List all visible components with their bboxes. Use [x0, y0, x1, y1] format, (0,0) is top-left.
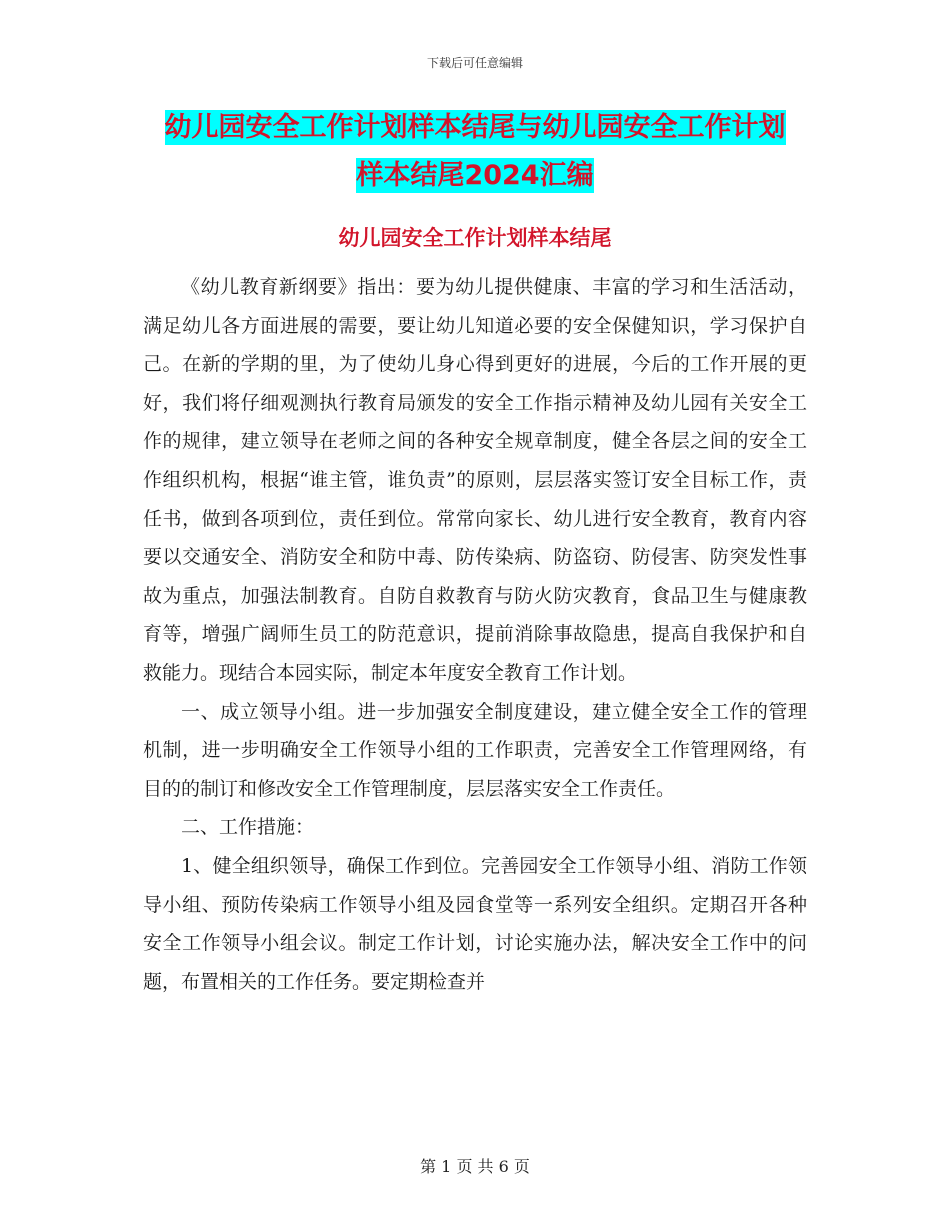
paragraph-measure-1: 1、健全组织领导，确保工作到位。完善园安全工作领导小组、消防工作领导小组、预防传染病工作领导小组及园食堂等一系列安全组织。定期召开各种安全工作领导小组会议。制定工作计划，讨论实施办法，解决安全工作中的问题，布置相关的工作任务。要定期检查并 — [143, 854, 807, 993]
section-title: 幼儿园安全工作计划样本结尾 — [338, 226, 612, 250]
title-line-1: 幼儿园安全工作计划样本结尾与幼儿园安全工作计划 — [164, 112, 786, 143]
body-text — [143, 268, 807, 1001]
header-note: 下载后可任意编辑 — [426, 56, 523, 70]
page-footer: 第 1 页 共 6 页 — [420, 1157, 530, 1176]
paragraph-intro: 《幼儿教育新纲要》指出：要为幼儿提供健康、丰富的学习和生活活动，满足幼儿各方面进展的需要，要让幼儿知道必要的安全保健知识，学习保护自己。在新的学期的里，为了使幼儿身心得到更好的进展，今后的工作开展的更好，我们将仔细观测执行教育局颁发的安全工作指示精神及幼儿园有关安全工作的规律，建立领导在老师之间的各种安全规章制度，健全各层之间的安全工作组织机构，根据“谁主管，谁负责”的原则，层层落实签订安全目标工作，责任书，做到各项到位，责任到位。常常向家长、幼儿进行安全教育，教育内容要以交通安全、消防安全和防中毒、防传染病、防盗窃、防侵害、防突发性事故为重点，加强法制教育。自防自救教育与防火防灾教育，食品卫生与健康教育等，增强广阔师生员工的防范意识，提前消除事故隐患，提高自我保护和自救能力。现结合本园实际，制定本年度安全教育工作计划。 — [143, 276, 807, 684]
paragraph-leadership-group: 一、成立领导小组。进一步加强安全制度建设，建立健全安全工作的管理机制，进一步明确安全工作领导小组的工作职责，完善安全工作管理网络，有目的的制订和修改安全工作管理制度，层层落实安全工作责任。 — [143, 700, 807, 800]
paragraph-measures-heading: 二、工作措施： — [181, 816, 315, 839]
title-line-2: 样本结尾2024汇编 — [356, 160, 594, 191]
document-title — [140, 104, 810, 200]
